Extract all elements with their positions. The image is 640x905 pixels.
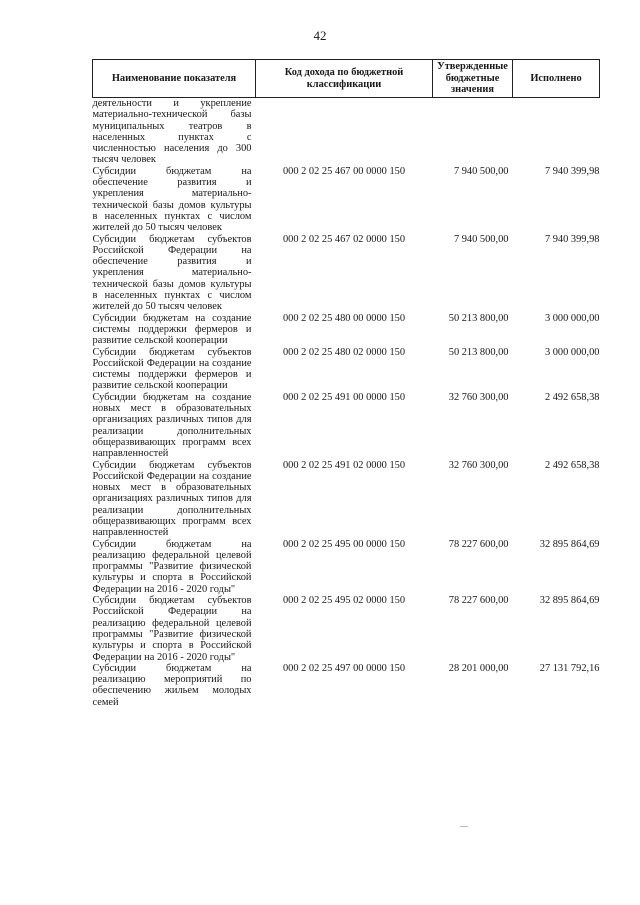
table-row: [93, 392, 600, 460]
row-executed: 3 000 000,00: [544, 312, 600, 324]
table-row: [93, 166, 600, 234]
row-approved: 78 227 600,00: [448, 538, 509, 550]
table-row: [93, 460, 600, 539]
row-executed: 32 895 864,69: [539, 538, 600, 550]
row-code: 000 2 02 25 495 00 0000 150: [282, 538, 406, 550]
table-row: [93, 313, 600, 347]
table-header-row: [93, 60, 600, 98]
row-code: 000 2 02 25 467 00 0000 150: [282, 165, 406, 177]
row-approved: 32 760 300,00: [448, 459, 509, 471]
row-name: деятельности и укрепление материально-технической базы муниципальных театров в населенных пунктах с численностью населения до 300 тысяч человек: [92, 98, 252, 166]
header-code: Код дохода по бюджетной классификации: [256, 60, 433, 98]
table-row: [93, 663, 600, 708]
row-code: 000 2 02 25 491 00 0000 150: [282, 391, 406, 403]
row-name: Субсидии бюджетам субъектов Российской Федерации на создание новых мест в образовательных организациях различных типов для реализации дополнительных общеразвивающих программ всех направленностей: [92, 459, 252, 539]
row-code: 000 2 02 25 497 00 0000 150: [282, 662, 406, 674]
row-executed: 32 895 864,69: [539, 595, 600, 607]
row-approved: 78 227 600,00: [448, 595, 509, 607]
row-executed: 2 492 658,38: [544, 459, 600, 471]
row-code: 000 2 02 25 495 02 0000 150: [282, 595, 406, 607]
row-executed: 7 940 399,98: [544, 165, 600, 177]
row-executed: [513, 98, 600, 166]
row-executed: 27 131 792,16: [539, 662, 600, 674]
header-approved: Утвержденные бюджетные значения: [433, 60, 513, 98]
row-name: Субсидии бюджетам на реализацию федеральной целевой программы "Развитие физической культуры и спорта в Российской Федерации на 2016 - 2020 годы": [92, 538, 252, 595]
row-approved: 28 201 000,00: [448, 662, 509, 674]
scan-mark: [460, 826, 468, 827]
row-code: 000 2 02 25 480 02 0000 150: [282, 346, 406, 358]
table-row: [93, 539, 600, 595]
row-approved: 7 940 500,00: [453, 233, 509, 245]
row-name: Субсидии бюджетам на реализацию мероприятий по обеспечению жильем молодых семей: [92, 662, 252, 708]
page-number: 42: [313, 28, 327, 43]
row-executed: 3 000 000,00: [544, 346, 600, 358]
table-row: [93, 234, 600, 313]
header-name: Наименование показателя: [93, 60, 256, 98]
table-row: [93, 595, 600, 663]
budget-table: [92, 59, 600, 708]
row-approved: 50 213 800,00: [448, 346, 509, 358]
row-code: [256, 98, 433, 166]
row-name: Субсидии бюджетам на обеспечение развития и укрепления материально-технической базы домов культуры в населенных пунктах с числом жителей до 50 тысяч человек: [92, 165, 252, 234]
row-code: 000 2 02 25 480 00 0000 150: [282, 312, 406, 324]
table-row: [93, 347, 600, 392]
row-name: Субсидии бюджетам субъектов Российской Федерации на обеспечение развития и укрепления материально-технической базы домов культуры в населенных пунктах с числом жителей до 50 тысяч человек: [92, 233, 252, 313]
row-name: Субсидии бюджетам на создание системы поддержки фермеров и развитие сельской кооперации: [92, 312, 252, 347]
row-name: Субсидии бюджетам субъектов Российской Федерации на создание системы поддержки фермеров и развитие сельской кооперации: [92, 346, 252, 392]
header-executed: Исполнено: [513, 60, 600, 98]
row-code: 000 2 02 25 467 02 0000 150: [282, 233, 406, 245]
row-approved: 7 940 500,00: [453, 165, 509, 177]
row-approved: 50 213 800,00: [448, 312, 509, 324]
row-code: 000 2 02 25 491 02 0000 150: [282, 459, 406, 471]
row-name: Субсидии бюджетам субъектов Российской Федерации на реализацию федеральной целевой программы "Развитие физической культуры и спорта в Российской Федерации на 2016 - 2020 годы": [92, 595, 252, 663]
row-approved: [433, 98, 513, 166]
row-executed: 2 492 658,38: [544, 391, 600, 403]
row-executed: 7 940 399,98: [544, 233, 600, 245]
row-name: Субсидии бюджетам на создание новых мест в образовательных организациях различных типов для реализации дополнительных общеразвивающих программ всех направленностей: [92, 391, 252, 460]
row-approved: 32 760 300,00: [448, 391, 509, 403]
table-row: [93, 98, 600, 166]
